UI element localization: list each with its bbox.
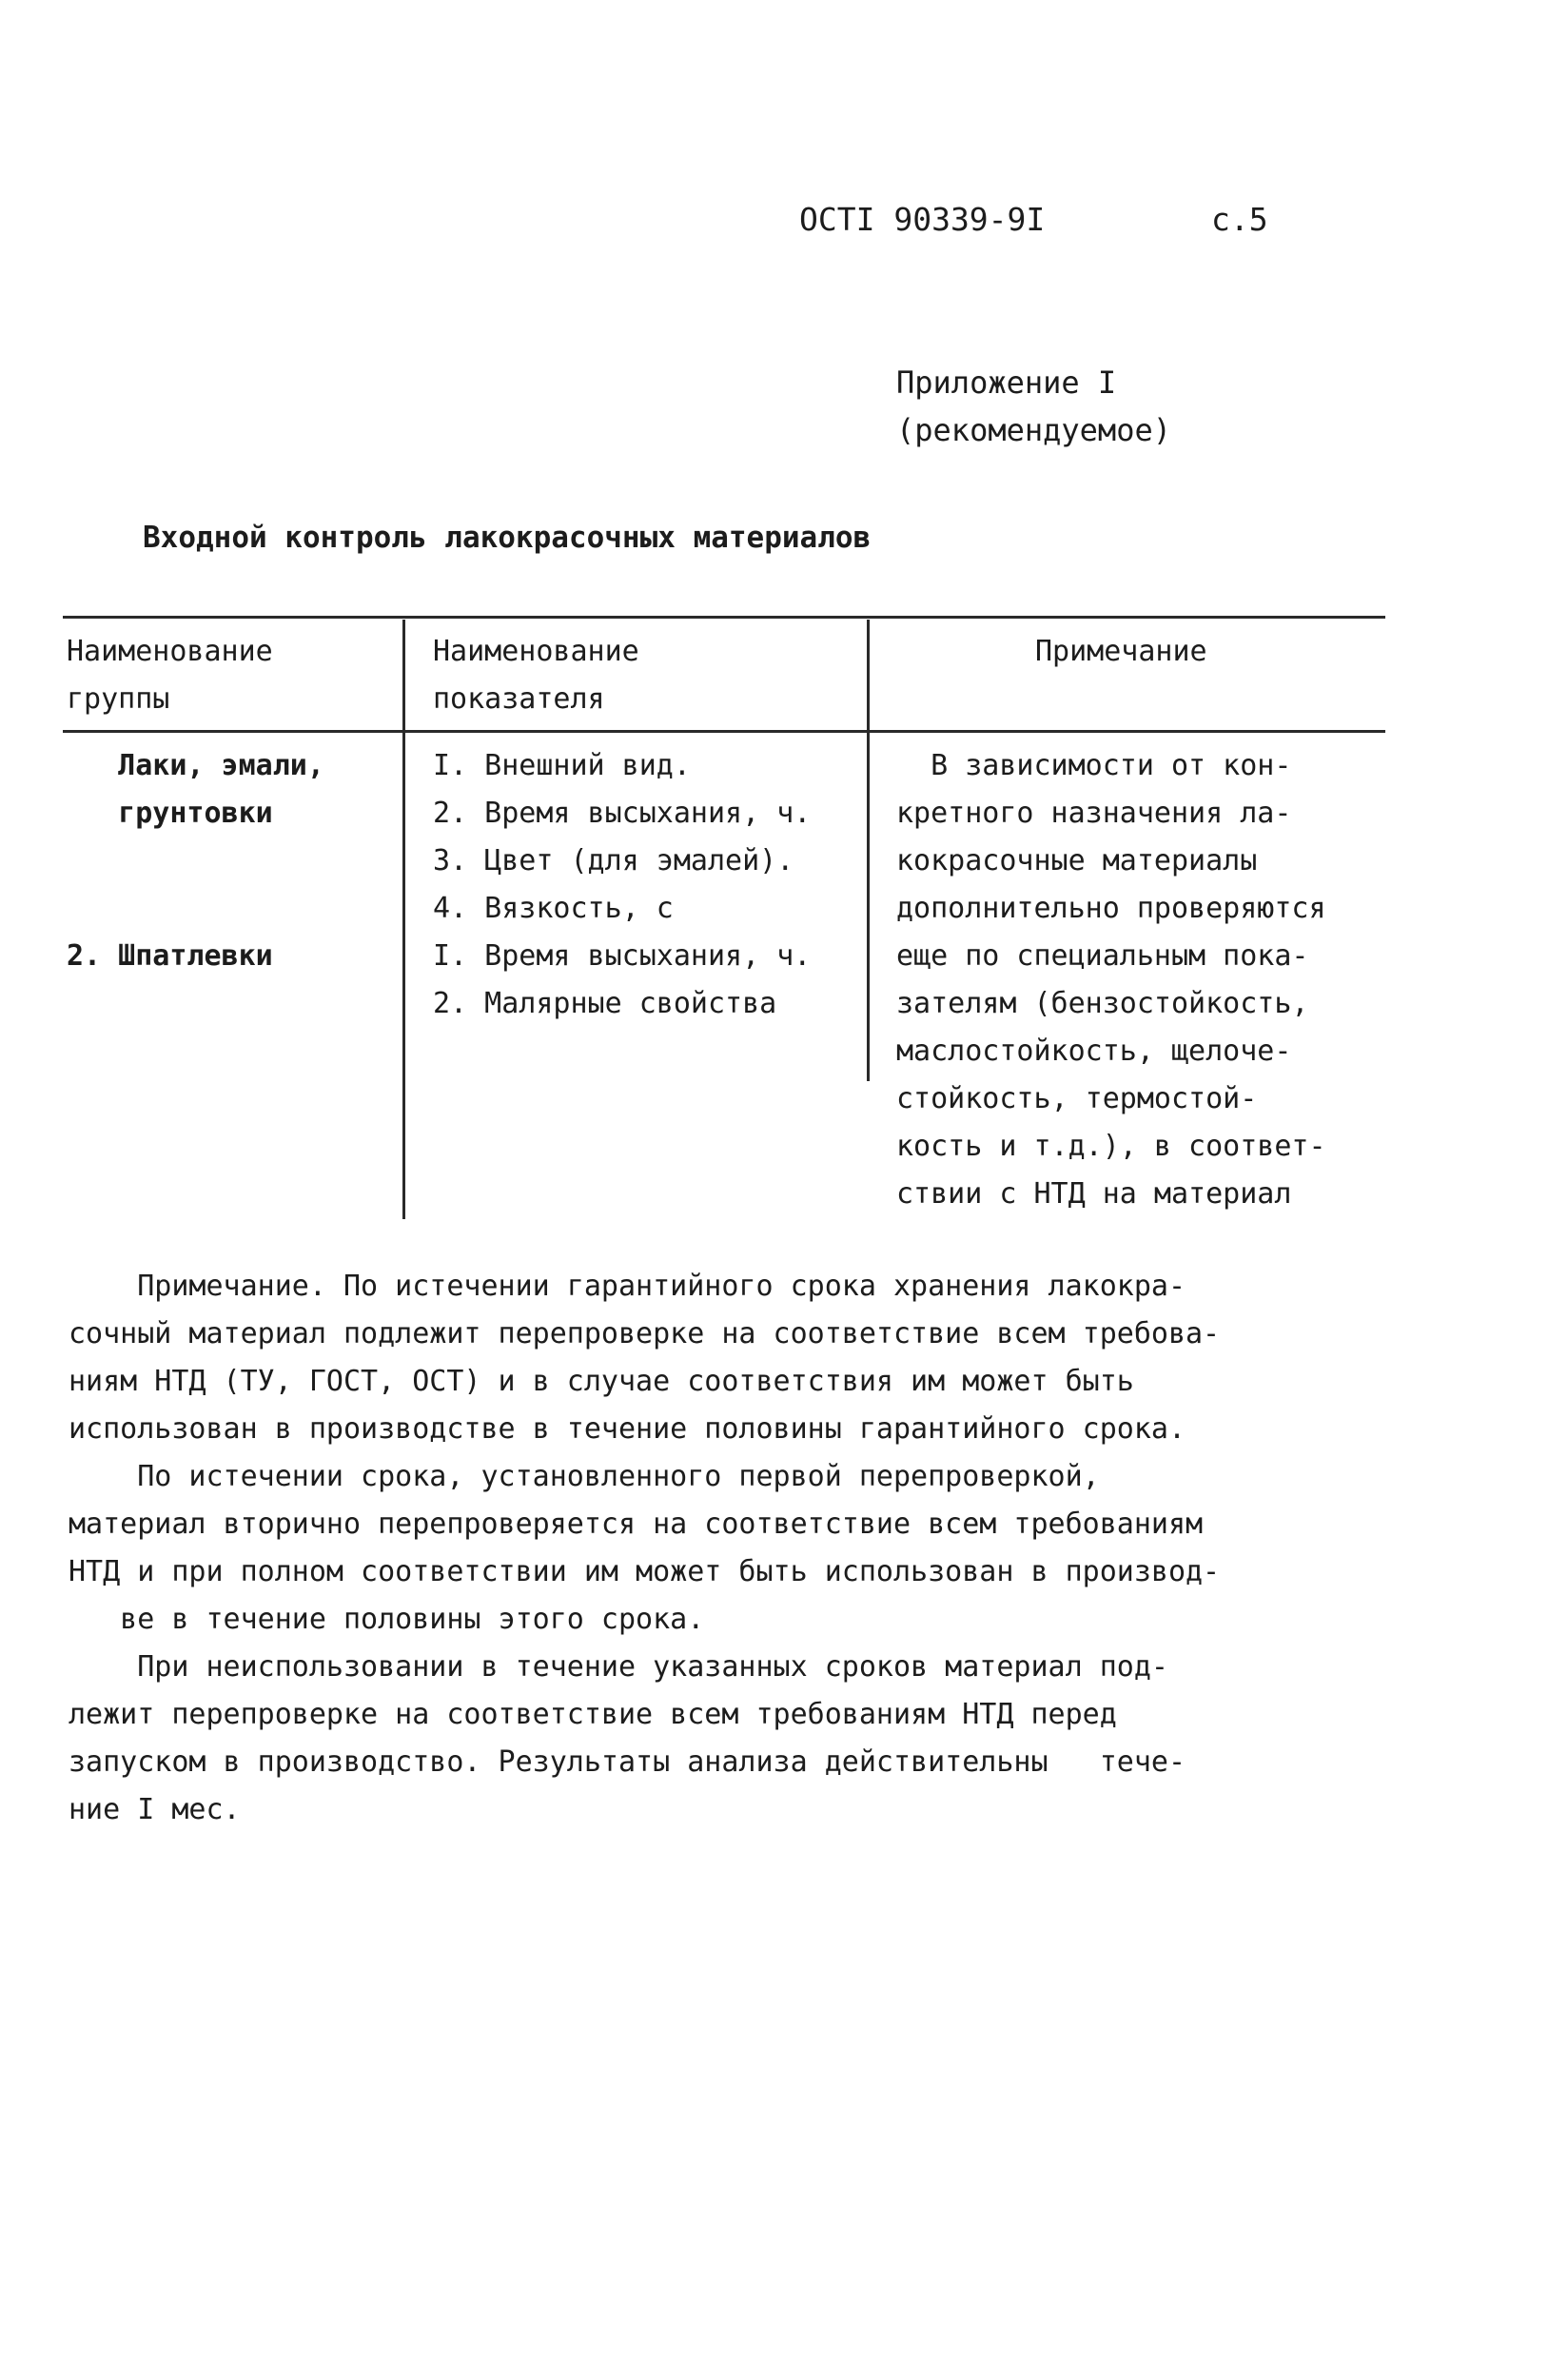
group-cell: Лаки, эмали, xyxy=(67,749,324,782)
table-divider-2 xyxy=(867,620,870,1081)
header-group-line1: Наименование xyxy=(67,635,273,668)
note-line: материал вторично перепроверяется на соответствие всем требованиям xyxy=(69,1508,1204,1541)
indicator-cell: 3. Цвет (для эмалей). xyxy=(433,844,794,877)
appendix-subtitle: (рекомендуемое) xyxy=(896,412,1171,448)
note-line: ние I мес. xyxy=(69,1793,241,1826)
note-cell: стойкость, термостой- xyxy=(896,1082,1258,1115)
document-code: ОСТI 90339-9I xyxy=(799,201,1046,238)
header-note: Примечание xyxy=(1035,635,1207,668)
note-cell: кость и т.д.), в соответ- xyxy=(896,1130,1326,1163)
note-line: ве в течение половины этого срока. xyxy=(69,1603,705,1636)
table-top-rule xyxy=(63,616,1385,619)
header-group-line2: группы xyxy=(67,682,170,716)
note-line: ниям НТД (ТУ, ГОСТ, ОСТ) и в случае соответствия им может быть xyxy=(69,1365,1134,1398)
document-title: Входной контроль лакокрасочных материалов xyxy=(143,521,872,555)
table-divider-1 xyxy=(402,620,405,1219)
note-cell: В зависимости от кон- xyxy=(896,749,1292,782)
notes-section xyxy=(69,1263,1401,1834)
note-line: НТД и при полном соответствии им может быть использован в производ- xyxy=(69,1555,1221,1588)
note-line: лежит перепроверке на соответствие всем требованиям НТД перед xyxy=(69,1698,1117,1731)
note-line: сочный материал подлежит перепроверке на соответствие всем требова- xyxy=(69,1317,1221,1350)
note-cell: зателям (бензостойкость, xyxy=(896,987,1309,1020)
appendix-title: Приложение I xyxy=(896,365,1117,401)
note-cell: ствии с НТД на материал xyxy=(896,1177,1292,1211)
note-line: При неиспользовании в течение указанных сроков материал под- xyxy=(69,1650,1168,1684)
group-cell: 2. Шпатлевки xyxy=(67,939,273,973)
indicator-cell: 4. Вязкость, с xyxy=(433,892,674,925)
table-header-rule xyxy=(63,730,1385,733)
indicator-cell: 2. Время высыхания, ч. xyxy=(433,797,812,830)
note-line: Примечание. По истечении гарантийного срока хранения лакокра- xyxy=(69,1270,1186,1303)
header-indicator-line2: показателя xyxy=(433,682,605,716)
note-cell: кретного назначения ла- xyxy=(896,797,1292,830)
note-cell: маслостойкость, щелоче- xyxy=(896,1035,1292,1068)
note-cell: дополнительно проверяются xyxy=(896,892,1326,925)
note-cell: кокрасочные материалы xyxy=(896,844,1258,877)
indicator-cell: I. Время высыхания, ч. xyxy=(433,939,812,973)
page-number: с.5 xyxy=(1211,201,1268,238)
note-line: По истечении срока, установленного первой перепроверкой, xyxy=(69,1460,1100,1493)
indicator-cell: 2. Малярные свойства xyxy=(433,987,777,1020)
header-indicator-line1: Наименование xyxy=(433,635,639,668)
group-cell: грунтовки xyxy=(67,797,273,830)
note-cell: еще по специальным пока- xyxy=(896,939,1309,973)
note-line: запуском в производство. Результаты анализа действительны тече- xyxy=(69,1745,1186,1779)
indicator-cell: I. Внешний вид. xyxy=(433,749,691,782)
note-line: использован в производстве в течение половины гарантийного срока. xyxy=(69,1412,1186,1446)
